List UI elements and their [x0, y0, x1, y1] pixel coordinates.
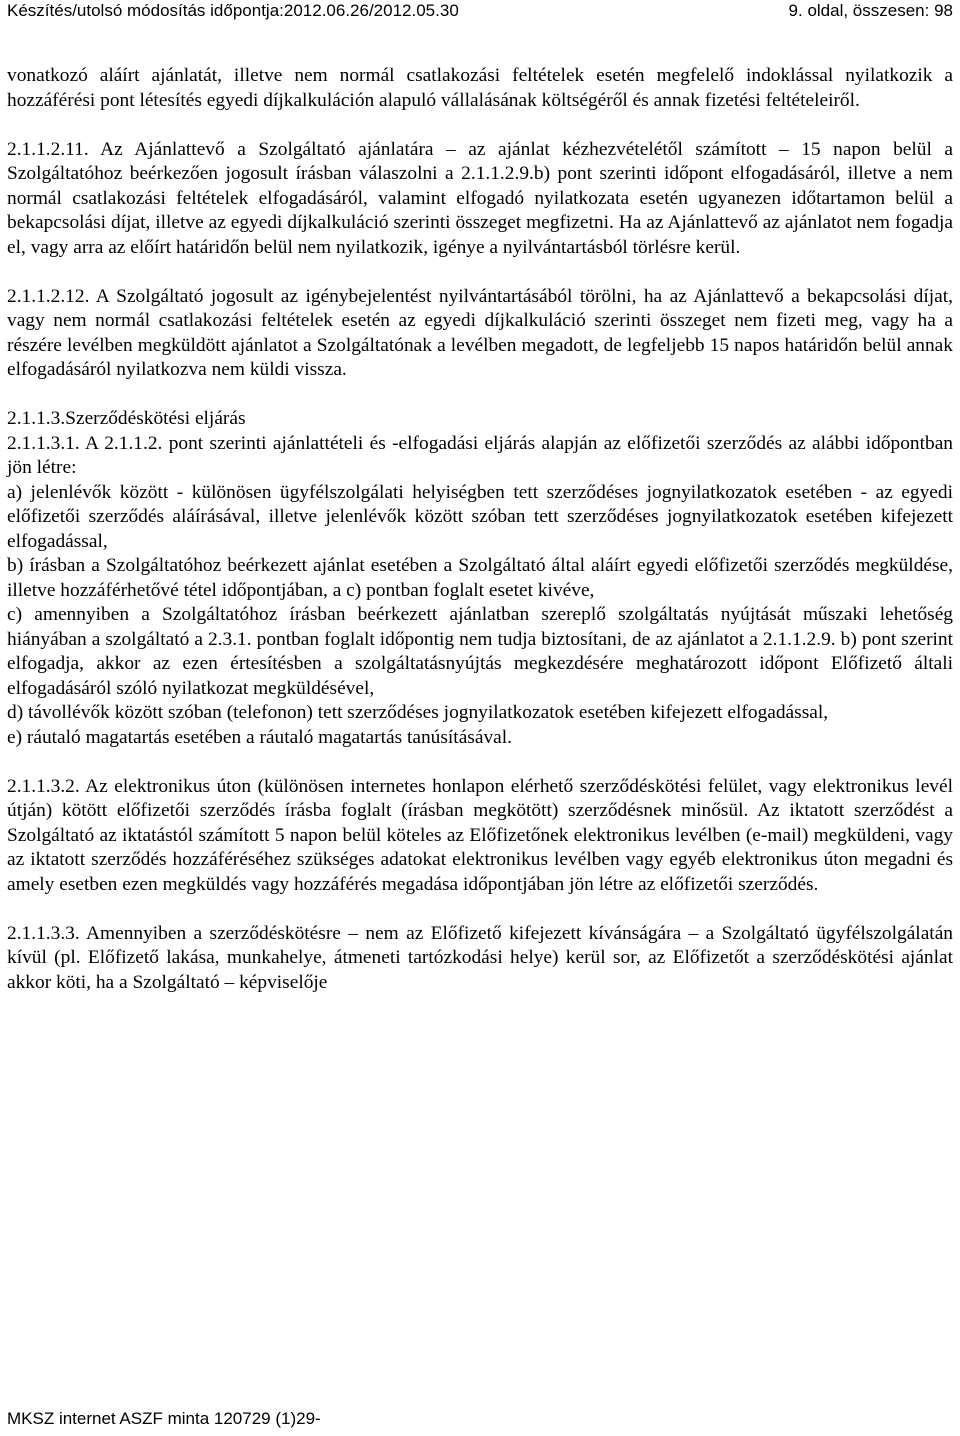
paragraph-2-1-1-2-12: 2.1.1.2.12. A Szolgáltató jogosult az igénybejelentést nyilvántartásából törölni, ha az Ajánlattevő a bekapcsolási díjat, vagy nem normál csatlakozási feltételek esetén az egyedi díjkalkuláció szerinti összeget nem fizeti meg, vagy ha a részére levélben megküldött ajánlatot a Szolgáltatónak a levélben megadott, de legfeljebb 15 napos határidőn belül annak elfogadásáról nyilatkozva nem küldi vissza.: [7, 285, 953, 380]
list-item-a: a) jelenlévők között - különösen ügyfélszolgálati helyiségben tett szerződéses jognyilatkozatok esetében - az egyedi előfizetői szerződés aláírásával, illetve jelenlévők között szóban tett szerződéses jognyilatkozatok esetében kifejezett elfogadással,: [7, 481, 953, 552]
paragraph-2-1-1-3-2: 2.1.1.3.2. Az elektronikus úton (különösen internetes honlapon elérhető szerződéskötési felület, vagy elektronikus levél útján) kötött előfizetői szerződés írásba foglalt (írásban megkötött) szerződésnek minősül. Az iktatott szerződést a Szolgáltató az iktatástól számított 5 napon belül köteles az Előfizetőnek elektronikus levélben (e-mail) megküldeni, vagy az iktatott szerződés hozzáféréséhez szükséges adatokat elektronikus levélben vagy egyéb elektronikus úton megadni és amely esetben ezen megküldés vagy hozzáférés megadása időpontjában jön létre az előfizetői szerződés.: [7, 775, 953, 895]
page-header: [7, 0, 953, 24]
paragraph-continuation: vonatkozó aláírt ajánlatát, illetve nem normál csatlakozási feltételek esetén megfelelő indoklással nyilatkozik a hozzáférési pont létesítés egyedi díjkalkuláción alapuló vállalásának költségéről és annak fizetési feltételeiről.: [7, 65, 953, 111]
paragraph-2-1-1-3-3: 2.1.1.3.3. Amennyiben a szerződéskötésre – nem az Előfizető kifejezett kívánságára – a Szolgáltató ügyfélszolgálatán kívül (pl. Előfizető lakása, munkahelye, átmeneti tartózkodási helye) kerül sor, az Előfizetőt a szerződéskötési ajánlat akkor köti, ha a Szolgáltató – képviselője: [7, 922, 953, 993]
list-item-c: c) amennyiben a Szolgáltatóhoz írásban beérkezett ajánlatban szereplő szolgáltatás nyújtását műszaki lehetőség hiányában a szolgáltató a 2.3.1. pontban foglalt időpontig nem tudja biztosítani, de az ajánlatot a 2.1.1.2.9. b) pont szerint elfogadja, akkor az ezen értesítésben a szolgáltatásnyújtás megkezdésére meghatározott időpont Előfizető általi elfogadásáról szóló nyilatkozat megküldésével,: [7, 604, 953, 699]
modification-date: Készítés/utolsó módosítás időpontja:2012.06.26/2012.05.30: [7, 1, 459, 20]
page-number: 9. oldal, összesen: 98: [788, 1, 953, 20]
list-item-d: d) távollévők között szóban (telefonon) tett szerződéses jognyilatkozatok esetében kifejezett elfogadással,: [7, 702, 829, 723]
page-footer: MKSZ internet ASZF minta 120729 (1)29-: [7, 1409, 321, 1428]
paragraph-2-1-1-2-11: 2.1.1.2.11. Az Ajánlattevő a Szolgáltató ajánlatára – az ajánlat kézhezvételétől számított – 15 napon belül a Szolgáltatóhoz beérkezően jogosult írásban válaszolni a 2.1.1.2.9.b) pont szerinti időpont elfogadásáról, illetve a nem normál csatlakozási feltételek elfogadásáról, valamint elfogadó nyilatkozata esetén ugyanezen időtartamon belül a bekapcsolási díjat, illetve az egyedi díjkalkuláció szerinti összeget megfizetni. Ha az Ajánlattevő az ajánlatot nem fogadja el, vagy arra az előírt határidőn belül nem nyilatkozik, igénye a nyilvántartásból törlésre kerül.: [7, 138, 953, 258]
section-heading-2-1-1-3: 2.1.1.3.Szerződéskötési eljárás: [7, 408, 246, 429]
paragraph-2-1-1-3-1: 2.1.1.3.1. A 2.1.1.2. pont szerinti ajánlattételi és -elfogadási eljárás alapján az előfizetői szerződés az alábbi időpontban jön létre:: [7, 432, 953, 478]
list-item-e: e) ráutaló magatartás esetében a ráutaló magatartás tanúsításával.: [7, 726, 512, 748]
document-body: [7, 64, 953, 995]
list-item-b: b) írásban a Szolgáltatóhoz beérkezett ajánlat esetében a Szolgáltató által aláírt egyedi előfizetői szerződés megküldése, illetve hozzáférhetővé tétel időpontjában, a c) pontban foglalt esetet kivéve,: [7, 555, 953, 601]
